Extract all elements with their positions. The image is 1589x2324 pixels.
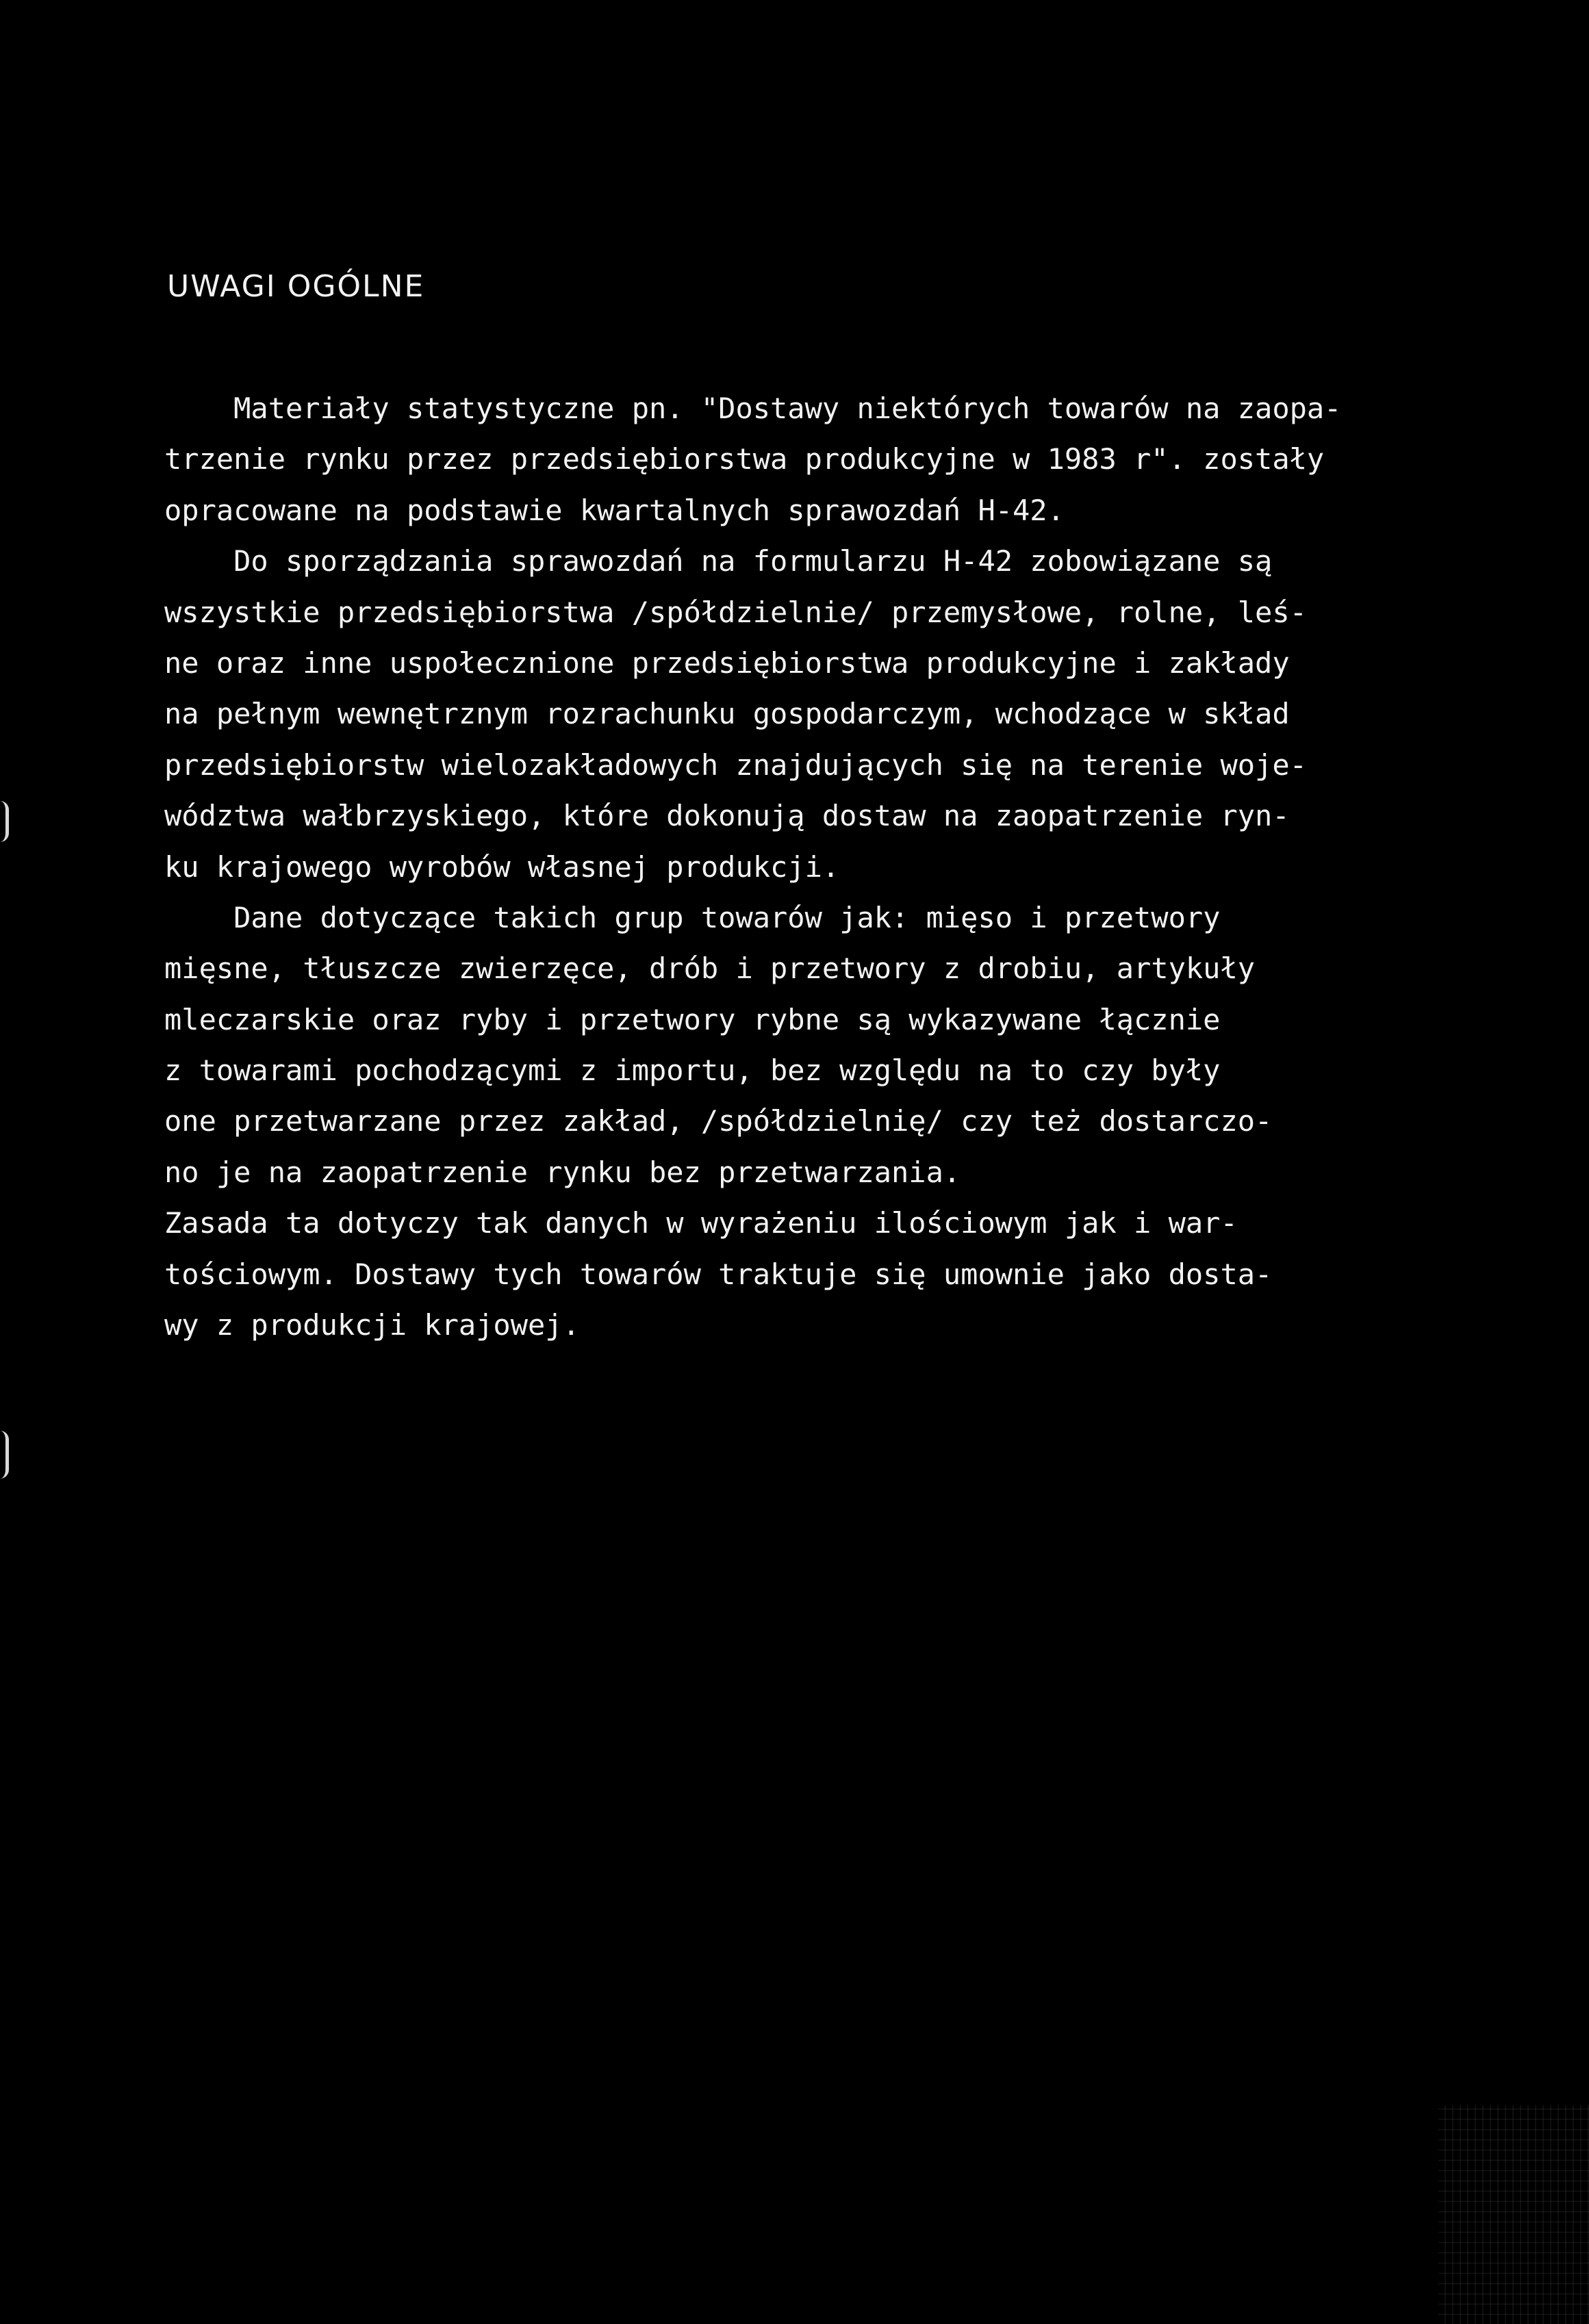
text-line-18: tościowym. Dostawy tych towarów traktuje się umownie jako dosta- (164, 1257, 1273, 1291)
text-line-7: na pełnym wewnętrznym rozrachunku gospodarczym, wchodzące w skład (164, 697, 1290, 731)
text-line-17: Zasada ta dotyczy tak danych w wyrażeniu ilościowym jak i war- (164, 1206, 1238, 1240)
binding-hole-mark-upper (0, 801, 9, 842)
text-line-4: Do sporządzania sprawozdań na formularzu H-42 zobowiązane są (164, 544, 1273, 578)
text-line-10: ku krajowego wyrobów własnej produkcji. (164, 850, 840, 884)
text-line-2: trzenie rynku przez przedsiębiorstwa produkcyjne w 1983 r". zostały (164, 442, 1325, 476)
text-line-8: przedsiębiorstw wielozakładowych znajdujących się na terenie woje- (164, 748, 1307, 782)
page-heading: UWAGI OGÓLNE (167, 269, 425, 304)
binding-hole-mark-lower (0, 1431, 9, 1479)
text-line-11: Dane dotyczące takich grup towarów jak: mięso i przetwory (164, 900, 1221, 934)
text-line-14: z towarami pochodzącymi z importu, bez względu na to czy były (164, 1054, 1221, 1088)
text-line-3: opracowane na podstawie kwartalnych sprawozdań H-42. (164, 493, 1065, 527)
text-line-9: wództwa wałbrzyskiego, które dokonują dostaw na zaopatrzenie ryn- (164, 799, 1290, 833)
scan-noise-corner (1438, 2105, 1589, 2324)
text-line-19: wy z produkcji krajowej. (164, 1308, 580, 1342)
text-line-13: mleczarskie oraz ryby i przetwory rybne są wykazywane łącznie (164, 1002, 1221, 1036)
body-text (164, 383, 1547, 1351)
text-line-15: one przetwarzane przez zakład, /spółdzielnię/ czy też dostarczo- (164, 1104, 1273, 1138)
text-line-16: no je na zaopatrzenie rynku bez przetwarzania. (164, 1155, 961, 1189)
text-line-6: ne oraz inne uspołecznione przedsiębiorstwa produkcyjne i zakłady (164, 646, 1290, 680)
text-line-5: wszystkie przedsiębiorstwa /spółdzielnie/ przemysłowe, rolne, leś- (164, 595, 1307, 629)
text-line-1: Materiały statystyczne pn. "Dostawy niektórych towarów na zaopa- (164, 392, 1342, 425)
text-line-12: mięsne, tłuszcze zwierzęce, drób i przetwory z drobiu, artykuły (164, 952, 1256, 986)
